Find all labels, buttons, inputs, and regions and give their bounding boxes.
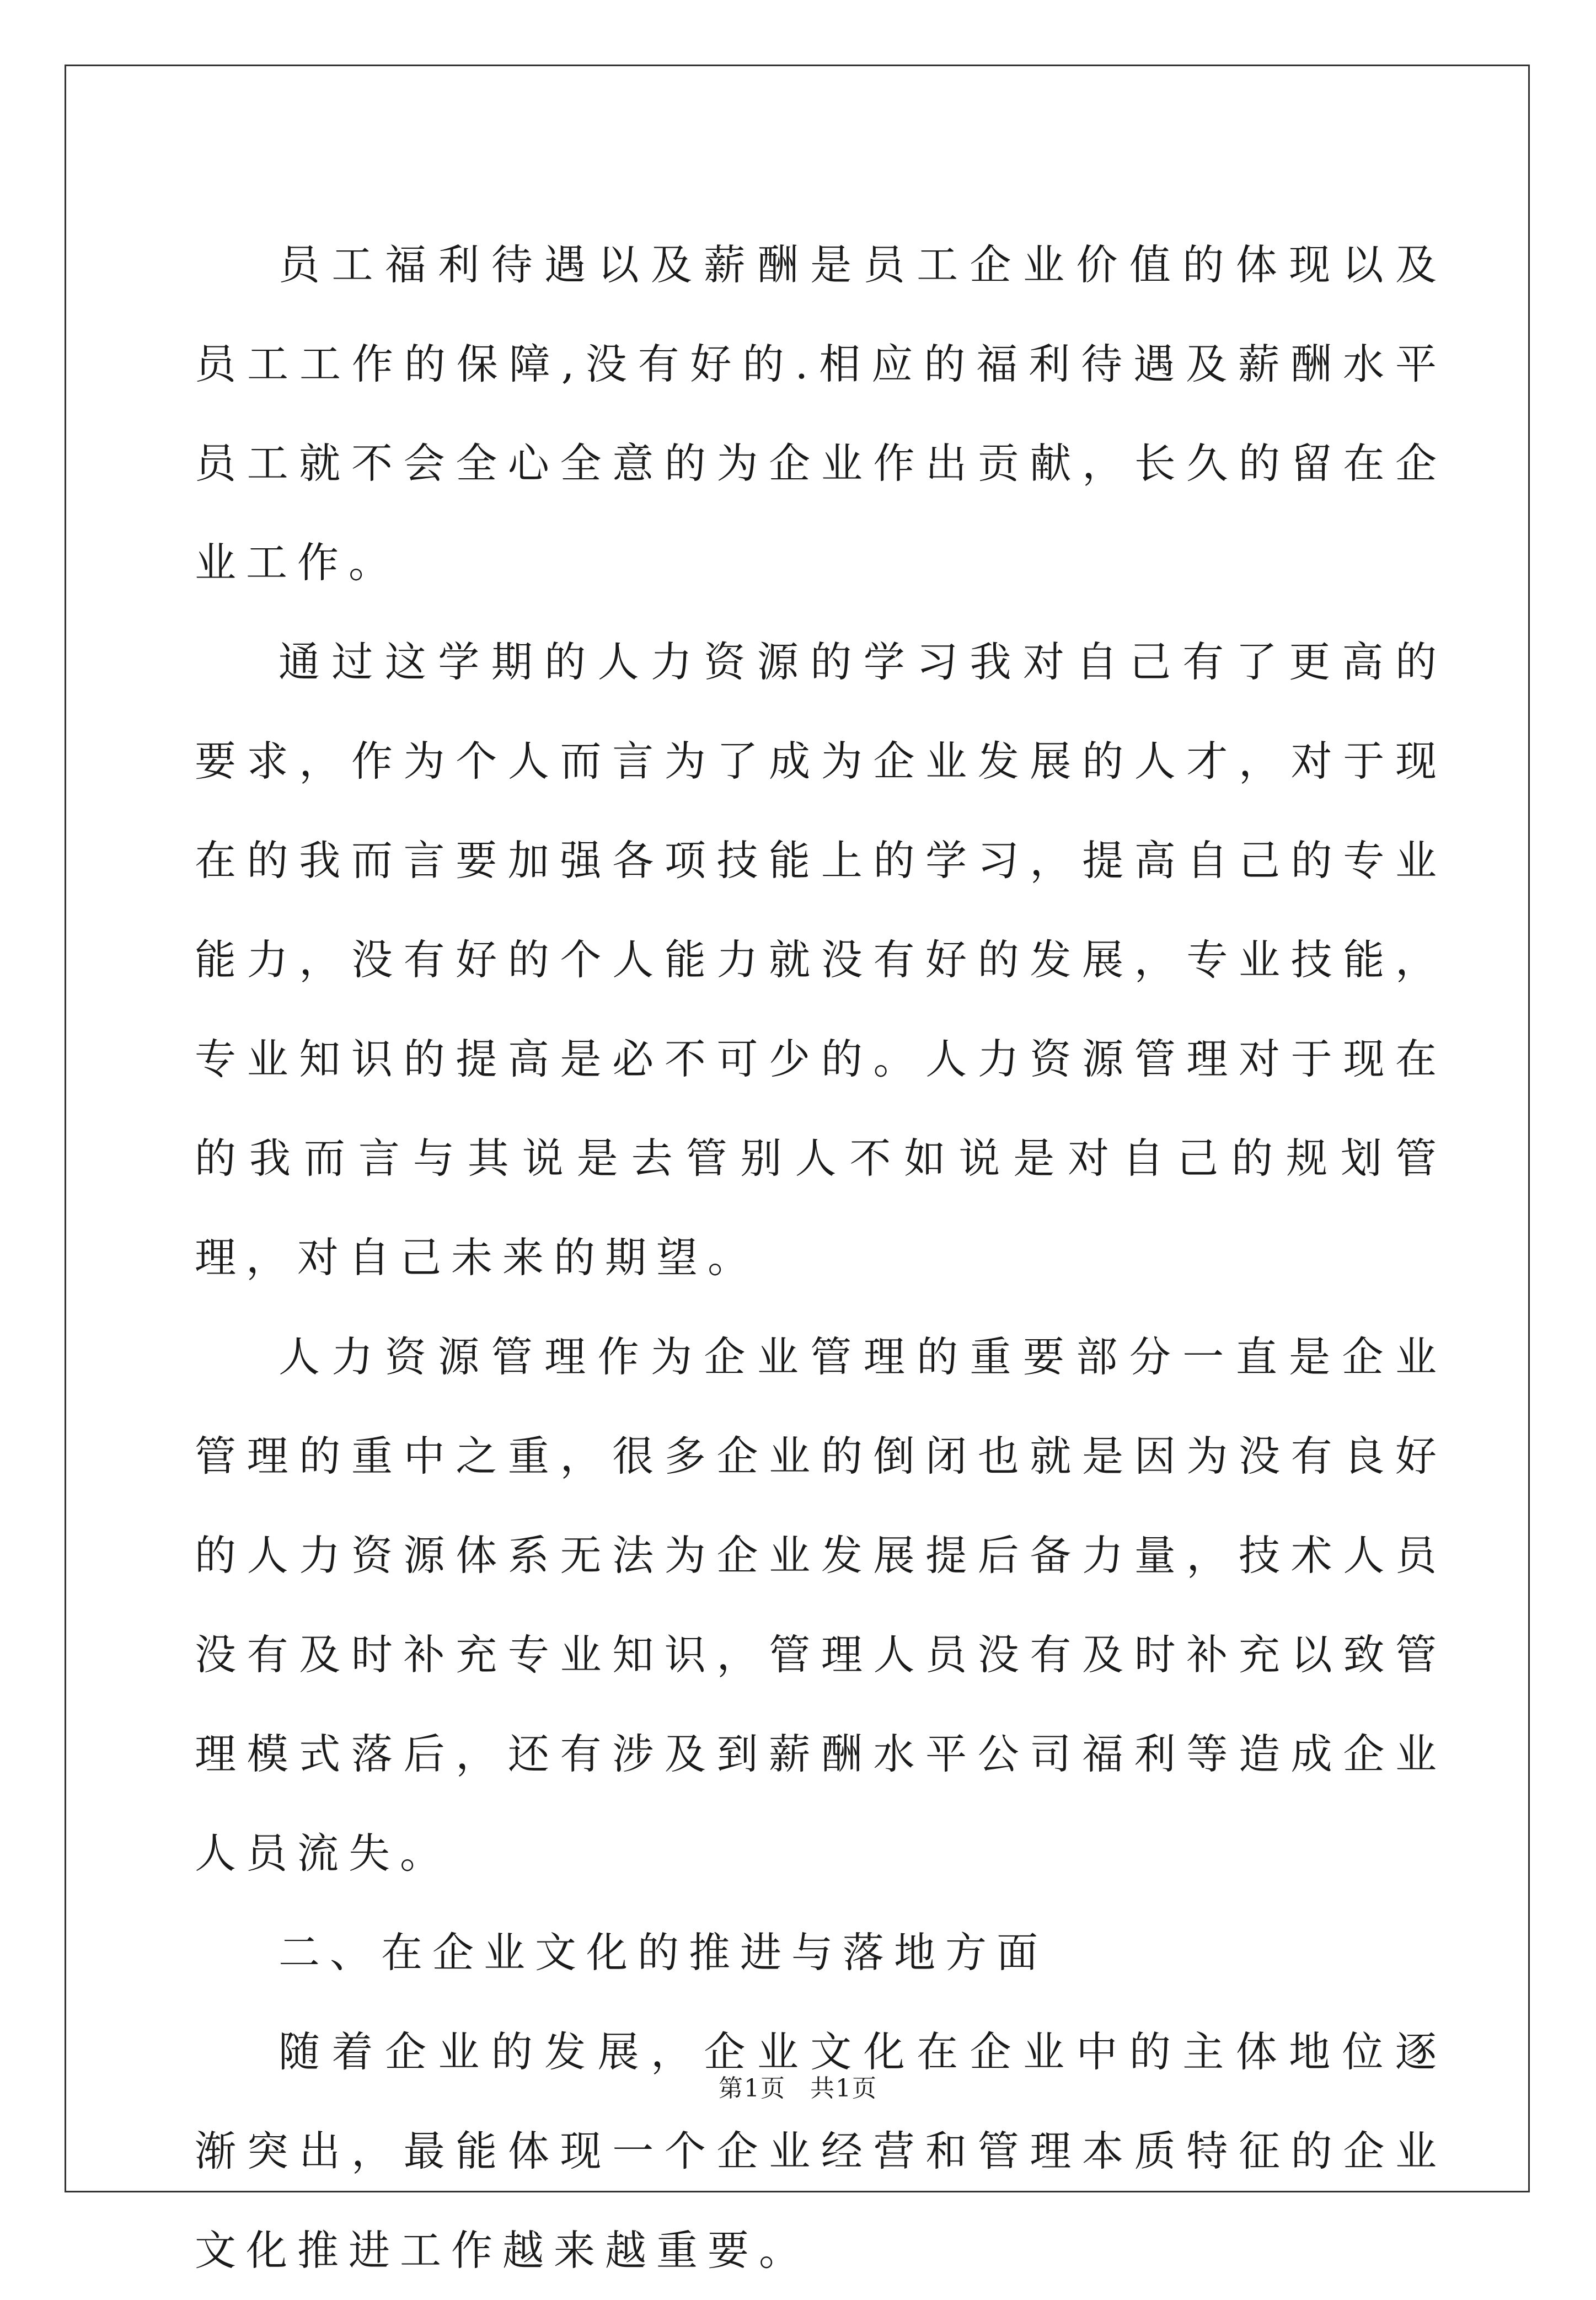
- paragraph-welfare: 员工福利待遇以及薪酬是员工企业价值的体现以及员工工作的保障,没有好的.相应的福利待遇及薪酬水平员工就不会全心全意的为企业作出贡献，长久的留在企业工作。: [195, 240, 1447, 587]
- page-footer: [0, 2072, 1596, 2105]
- page-number-current: 第1页: [719, 2074, 786, 2103]
- paragraph-learning: 通过这学期的人力资源的学习我对自己有了更高的要求，作为个人而言为了成为企业发展的人才，对于现在的我而言要加强各项技能上的学习，提高自己的专业能力，没有好的个人能力就没有好的发展，专业技能，专业知识的提高是必不可少的。人力资源管理对于现在的我而言与其说是去管别人不如说是对自己的规划管理，对自己未来的期望。: [195, 638, 1447, 1282]
- paragraph-culture: 随着企业的发展，企业文化在企业中的主体地位逐渐突出，最能体现一个企业经营和管理本质特征的企业文化推进工作越来越重要。: [195, 2028, 1447, 2275]
- document-body: [195, 215, 1447, 2300]
- section-heading-culture: 二、在企业文化的推进与落地方面: [279, 1928, 1048, 1977]
- page-number-total: 共1页: [810, 2074, 877, 2103]
- paragraph-hr-management: 人力资源管理作为企业管理的重要部分一直是企业管理的重中之重，很多企业的倒闭也就是因为没有良好的人力资源体系无法为企业发展提后备力量，技术人员没有及时补充专业知识，管理人员没有及时补充以致管理模式落后，还有涉及到薪酬水平公司福利等造成企业人员流失。: [195, 1333, 1447, 1878]
